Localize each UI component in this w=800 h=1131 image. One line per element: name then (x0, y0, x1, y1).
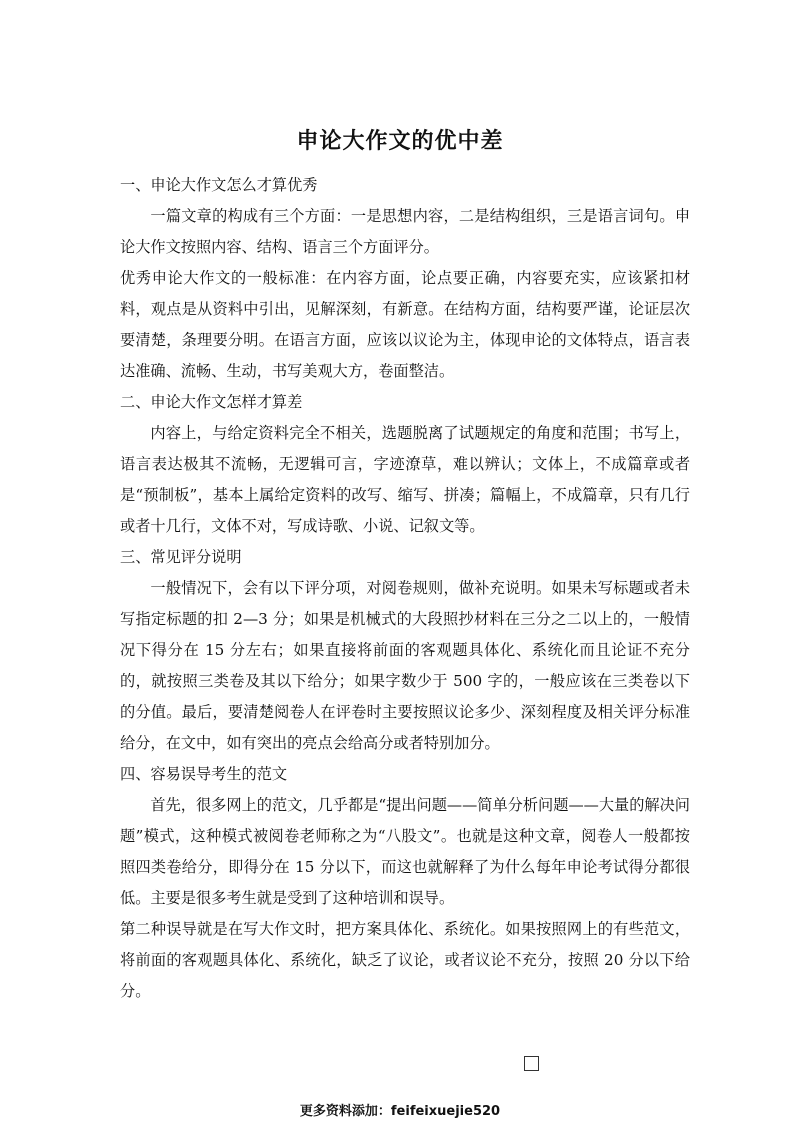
footer-note: 更多资料添加：feifeixuejie520 (299, 1104, 501, 1119)
paragraph: 优秀申论大作文的一般标准：在内容方面，论点要正确，内容要充实，应该紧扣材料，观点是从资料中引出，见解深刻，有新意。在结构方面，结构要严谨，论证层次要清楚，条理要分明。在语言方面，应该以议论为主，体现申论的文体特点，语言表达准确、流畅、生动，书写美观大方，卷面整洁。 (120, 269, 690, 380)
checkbox-square (524, 1056, 539, 1071)
section-heading: 三、常见评分说明 (120, 548, 242, 566)
paragraph: 一般情况下，会有以下评分项，对阅卷规则，做补充说明。如果未写标题或者未写指定标题的扣 2—3 分；如果是机械式的大段照抄材料在三分之二以上的，一般情况下得分在 15 分左右；如果直接将前面的客观题具体化、系统化而且论证不充分的，就按照三类卷及其以下给分；如果字数少于 500 字的，一般应该在三类卷以下的分值。最后，要清楚阅卷人在评卷时主要按照议论多少、深刻程度及相关评分标准给分，在文中，如有突出的亮点会给高分或者特别加分。 (120, 579, 690, 752)
paragraph: 一篇文章的构成有三个方面：一是思想内容，二是结构组织，三是语言词句。申论大作文按照内容、结构、语言三个方面评分。 (120, 207, 690, 256)
section-3 (120, 542, 690, 759)
page-title: 申论大作文的优中差 (296, 129, 504, 154)
section-heading: 一、申论大作文怎么才算优秀 (120, 176, 318, 194)
paragraph: 内容上，与给定资料完全不相关，选题脱离了试题规定的角度和范围；书写上，语言表达极其不流畅，无逻辑可言，字迹潦草，难以辨认；文体上，不成篇章或者是“预制板”，基本上属给定资料的改写、缩写、拼凑；篇幅上，不成篇章，只有几行或者十几行，文体不对，写成诗歌、小说、记叙文等。 (120, 424, 690, 535)
paragraph: 第二种误导就是在写大作文时，把方案具体化、系统化。如果按照网上的有些范文，将前面的客观题具体化、系统化，缺乏了议论，或者议论不充分，按照 20 分以下给分。 (120, 920, 690, 1000)
paragraph: 首先，很多网上的范文，几乎都是“提出问题——简单分析问题——大量的解决问题”模式，这种模式被阅卷老师称之为“八股文”。也就是这种文章，阅卷人一般都按照四类卷给分，即得分在 15 分以下，而这也就解释了为什么每年申论考试得分都很低。主要是很多考生就是受到了这种培训和误导。 (120, 796, 690, 907)
section-heading: 四、容易误导考生的范文 (120, 765, 288, 783)
document-body (120, 170, 690, 1007)
section-2 (120, 387, 690, 542)
section-heading: 二、申论大作文怎样才算差 (120, 393, 303, 411)
section-4 (120, 759, 690, 1007)
section-1 (120, 170, 690, 387)
